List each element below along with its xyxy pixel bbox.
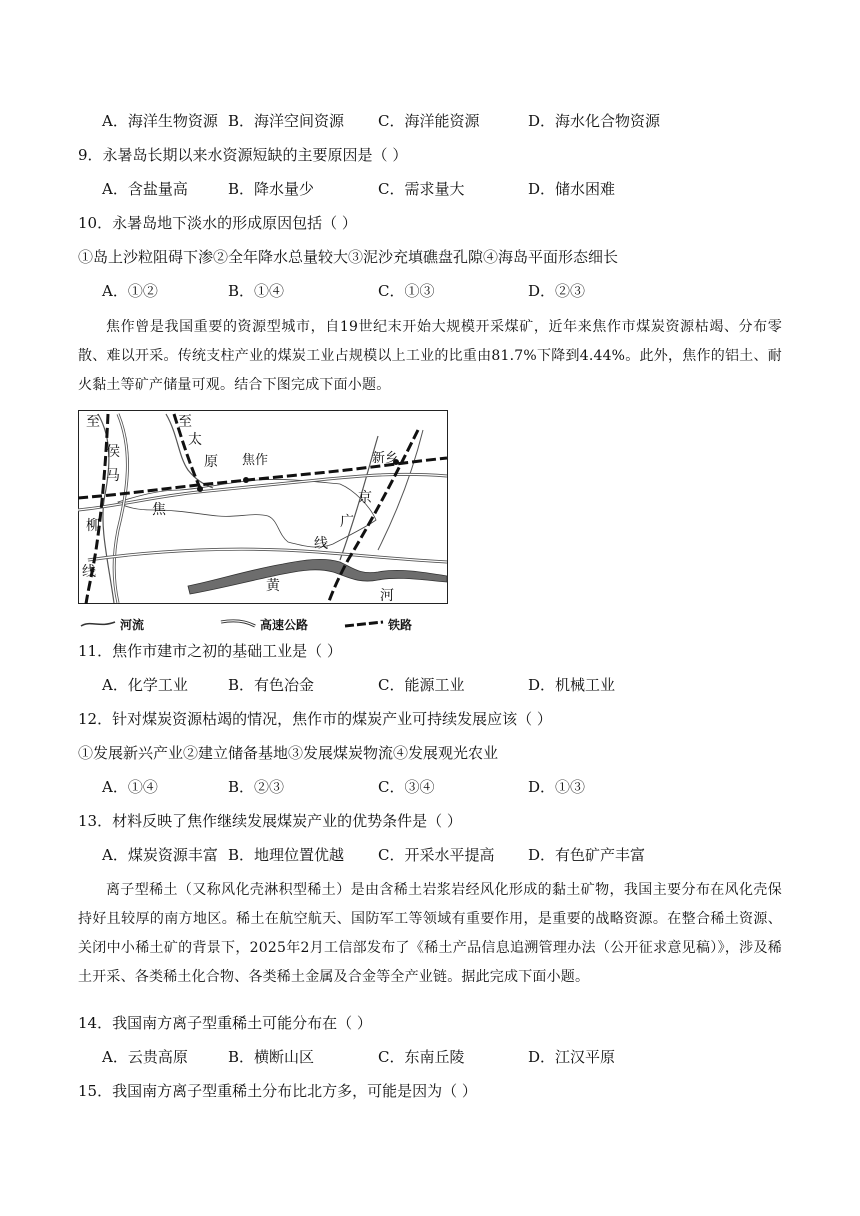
- question-10-stem: 10．永暑岛地下淡水的形成原因包括（ ）: [78, 214, 357, 232]
- map-label-jiaozuo-city: 焦作: [242, 453, 269, 468]
- q12-option-c: C．③④: [378, 778, 435, 796]
- q11-option-d: D．机械工业: [528, 676, 616, 694]
- q10-option-c: C．①③: [378, 282, 435, 300]
- q12-option-d: D．①③: [528, 778, 586, 796]
- question-12-items: ①发展新兴产业②建立储备基地③发展煤炭物流④发展观光农业: [78, 744, 499, 762]
- map-label-liu: 柳: [86, 518, 100, 534]
- question-15-stem: 15．我国南方离子型重稀土分布比北方多，可能是因为（ ）: [78, 1082, 477, 1100]
- map-label-huang: 黄: [266, 578, 280, 594]
- legend-highway-label: 高速公路: [260, 618, 309, 632]
- map-label-xian-2: 线: [314, 536, 328, 552]
- q10-option-d: D．②③: [528, 282, 586, 300]
- question-11-stem: 11．焦作市建市之初的基础工业是（ ）: [78, 642, 342, 660]
- q10-option-b: B．①④: [228, 282, 285, 300]
- q8-option-d: D．海水化合物资源: [528, 112, 661, 130]
- map-label-zhi-1: 至: [86, 414, 100, 430]
- q9-option-d: D．储水困难: [528, 180, 616, 198]
- passage-jiaozuo: 焦作曾是我国重要的资源型城市，自19世纪末开始大规模开采煤矿，近年来焦作市煤炭资源枯竭、分布零散、难以开采。传统支柱产业的煤炭工业占规模以上工业的比重由81.7%下降到4.44%。此外，焦作的铝土、耐火黏土等矿产储量可观。结合下图完成下面小题。: [78, 319, 782, 393]
- q14-option-c: C．东南丘陵: [378, 1048, 465, 1066]
- q13-option-a: A．煤炭资源丰富: [102, 846, 218, 864]
- map-label-jiao: 焦: [152, 502, 166, 518]
- q8-option-c: C．海洋能资源: [378, 112, 480, 130]
- passage-rare-earth: 离子型稀土（又称风化壳淋积型稀土）是由含稀土岩浆岩经风化形成的黏土矿物，我国主要分布在风化壳保持好且较厚的南方地区。稀土在航空航天、国防军工等领域有重要作用，是重要的战略资源。在整合稀土资源、关闭中小稀土矿的背景下，2025年2月工信部发布了《稀土产品信息追溯管理办法（公开征求意见稿）》，涉及稀土开采、各类稀土化合物、各类稀土金属及合金等全产业链。据此完成下面小题。: [78, 882, 782, 985]
- q14-option-a: A．云贵高原: [102, 1048, 188, 1066]
- legend-river-label: 河流: [120, 618, 145, 632]
- map-label-xinxiang: 新乡: [372, 451, 399, 466]
- map-label-ma: 马: [106, 468, 120, 484]
- q9-option-b: B．降水量少: [228, 180, 315, 198]
- q8-option-a: A．海洋生物资源: [102, 112, 218, 130]
- q13-option-d: D．有色矿产丰富: [528, 846, 646, 864]
- q14-option-b: B．横断山区: [228, 1048, 315, 1066]
- map-label-yuan: 原: [204, 454, 218, 470]
- highway-legend-icon: [220, 618, 256, 630]
- map-label-he: 河: [380, 588, 394, 604]
- question-9-stem: 9．永暑岛长期以来水资源短缺的主要原因是（ ）: [78, 146, 408, 164]
- legend-railway-label: 铁路: [388, 618, 413, 632]
- jiaozuo-map: [78, 410, 448, 604]
- q13-option-c: C．开采水平提高: [378, 846, 495, 864]
- map-label-guang: 广: [340, 514, 354, 530]
- q10-option-a: A．①②: [102, 282, 158, 300]
- map-legend: [78, 614, 448, 636]
- q12-option-a: A．①④: [102, 778, 158, 796]
- q9-option-c: C．需求量大: [378, 180, 465, 198]
- q12-option-b: B．②③: [228, 778, 285, 796]
- question-12-stem: 12．针对煤炭资源枯竭的情况，焦作市的煤炭产业可持续发展应该（ ）: [78, 710, 552, 728]
- q13-option-b: B．地理位置优越: [228, 846, 345, 864]
- q8-option-b: B．海洋空间资源: [228, 112, 345, 130]
- railway-legend-icon: [344, 618, 384, 630]
- map-label-tai: 太: [188, 432, 202, 448]
- q11-option-a: A．化学工业: [102, 676, 188, 694]
- map-label-xian-1: 线: [82, 564, 96, 580]
- question-14-stem: 14．我国南方离子型重稀土可能分布在（ ）: [78, 1014, 372, 1032]
- map-label-jing: 京: [358, 490, 372, 506]
- q11-option-b: B．有色冶金: [228, 676, 315, 694]
- map-label-hou: 侯: [106, 444, 120, 460]
- question-10-items: ①岛上沙粒阻碍下渗②全年降水总量较大③泥沙充填礁盘孔隙④海岛平面形态细长: [78, 248, 619, 266]
- map-label-zhi-2: 至: [178, 414, 192, 430]
- q9-option-a: A．含盐量高: [102, 180, 188, 198]
- q11-option-c: C．能源工业: [378, 676, 465, 694]
- q14-option-d: D．江汉平原: [528, 1048, 616, 1066]
- river-legend-icon: [80, 618, 116, 630]
- question-13-stem: 13．材料反映了焦作继续发展煤炭产业的优势条件是（ ）: [78, 812, 462, 830]
